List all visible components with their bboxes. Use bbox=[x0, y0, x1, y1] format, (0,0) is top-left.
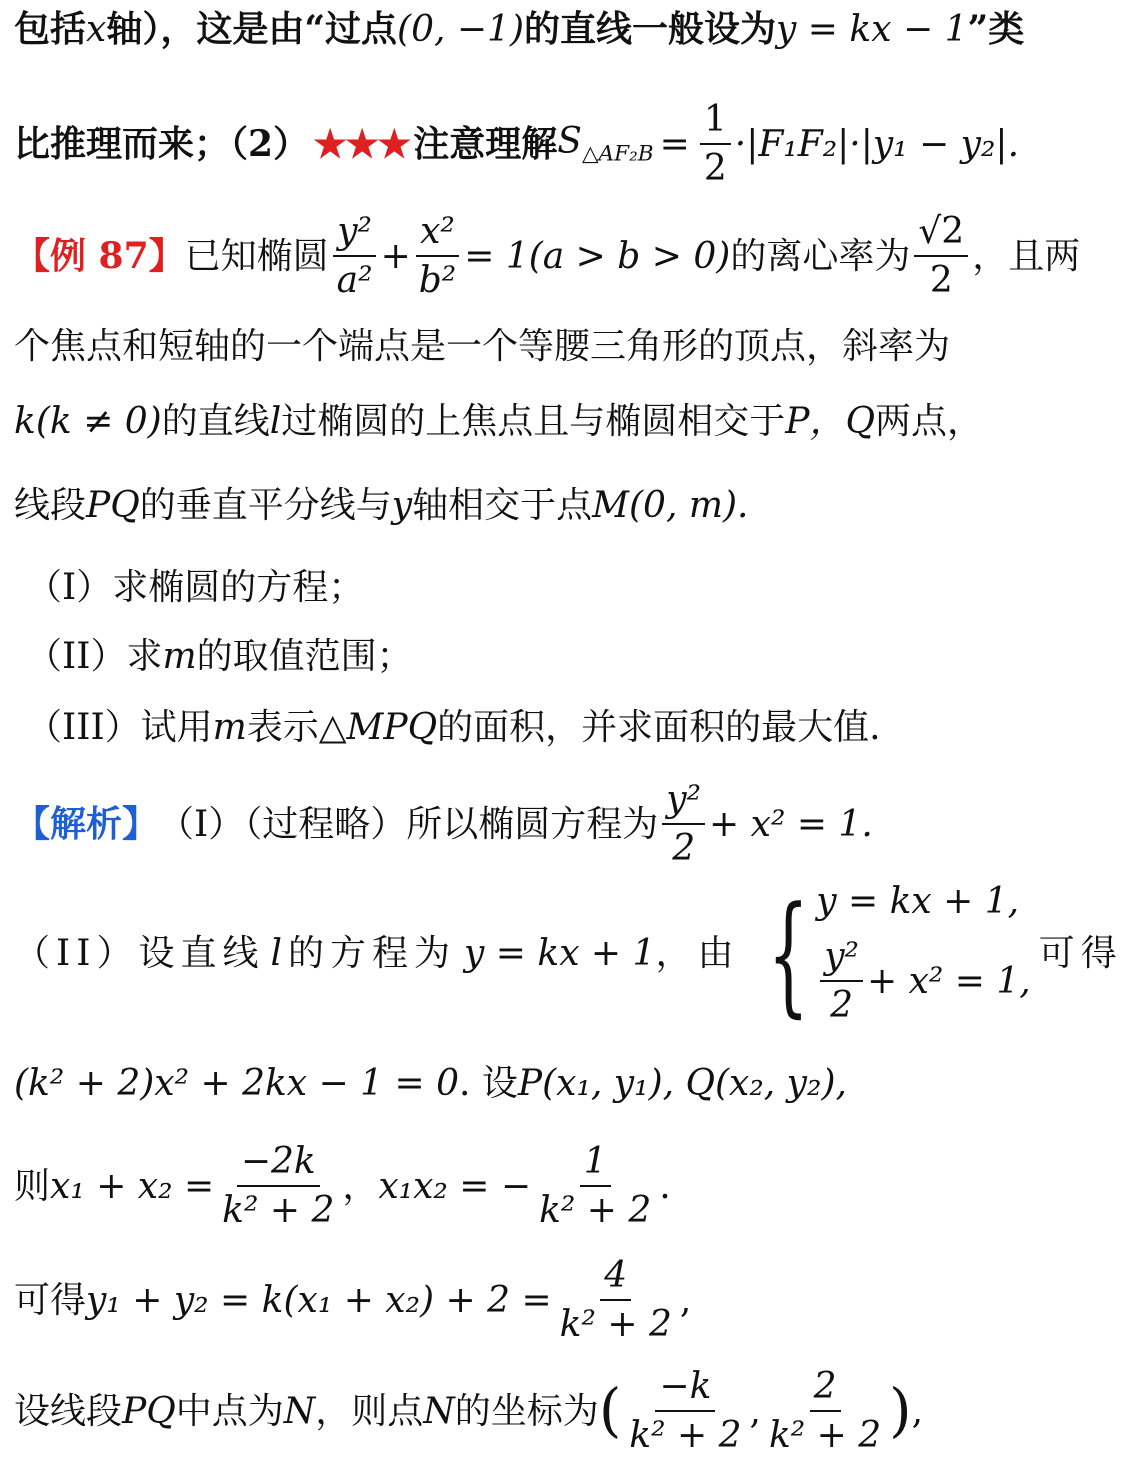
fraction-numerator: y² bbox=[333, 210, 376, 257]
question-1 bbox=[26, 566, 1066, 609]
math-op: = bbox=[659, 123, 690, 165]
fraction-denominator: k² + 2 bbox=[222, 1190, 335, 1232]
question-3 bbox=[26, 706, 1066, 749]
text: 可得 bbox=[14, 1279, 87, 1321]
system-row bbox=[816, 935, 1031, 1027]
text: 设线段 bbox=[14, 1390, 123, 1432]
fraction-denominator: a² bbox=[336, 260, 373, 302]
system-row: y = kx + 1, bbox=[816, 881, 1020, 922]
math-var: PQ bbox=[86, 485, 140, 526]
fraction bbox=[820, 935, 863, 1027]
text: 比推理而来；（2） bbox=[14, 122, 310, 165]
text: , bbox=[749, 1390, 761, 1432]
fraction bbox=[218, 1140, 338, 1232]
paren-close: ) bbox=[889, 1377, 912, 1445]
fraction bbox=[625, 1365, 745, 1457]
fraction bbox=[662, 778, 705, 870]
solution-line-5 bbox=[14, 1254, 1066, 1346]
math-expression: + x² = 1, bbox=[866, 960, 1031, 1002]
math-var: S bbox=[557, 121, 582, 163]
text: 中点为 bbox=[175, 1390, 284, 1432]
math-equation: y = kx − 1 bbox=[776, 9, 968, 50]
text: 的垂直平分线与 bbox=[139, 485, 392, 526]
question-2 bbox=[26, 635, 1066, 678]
fraction-numerator: √2 bbox=[914, 210, 968, 257]
text: 包括 bbox=[14, 8, 87, 50]
text: 的坐标为 bbox=[454, 1390, 599, 1432]
text: 可得 bbox=[1038, 933, 1123, 975]
text: （I）（过程略）所以椭圆方程为 bbox=[158, 803, 659, 845]
text: 的方程为 bbox=[287, 933, 456, 975]
text: 轴相交于点 bbox=[412, 485, 593, 526]
star-rating-icon: ★★★ bbox=[313, 121, 410, 167]
math-points: P(x₁, y₁), Q(x₂, y₂), bbox=[517, 1063, 847, 1104]
math-var: P，Q bbox=[785, 401, 875, 442]
text: 轴），这是由“过点 bbox=[106, 8, 398, 50]
math-expression: x₁ + x₂ = bbox=[50, 1165, 215, 1207]
fraction-denominator: 2 bbox=[929, 260, 953, 302]
math-var: m bbox=[212, 707, 247, 748]
math-var: y bbox=[391, 485, 413, 526]
math-point: M(0, m). bbox=[592, 485, 749, 526]
fraction-denominator: 2 bbox=[703, 148, 727, 190]
math-equation: y = kx + 1 bbox=[463, 933, 656, 975]
fraction-numerator: y² bbox=[662, 778, 705, 825]
text: , bbox=[679, 1279, 692, 1321]
fraction-denominator: k² + 2 bbox=[539, 1190, 652, 1232]
text: 两点， bbox=[874, 401, 983, 442]
solution-line-4 bbox=[14, 1140, 1066, 1232]
text: ，由 bbox=[655, 933, 740, 975]
text: 则 bbox=[14, 1165, 51, 1207]
math-expression: ·|F₁F₂|·|y₁ − y₂|. bbox=[734, 123, 1020, 165]
text: . bbox=[659, 1165, 671, 1207]
text: 注意理解 bbox=[413, 122, 558, 165]
solution-line-6 bbox=[14, 1365, 1066, 1457]
text-line-2 bbox=[14, 98, 1066, 190]
paren-open: ( bbox=[598, 1377, 622, 1445]
example-line bbox=[14, 210, 1081, 302]
text: （I）求椭圆的方程； bbox=[26, 567, 365, 608]
text: 个焦点和短轴的一个端点是一个等腰三角形的顶点，斜率为 bbox=[14, 326, 951, 367]
text: （III）试用 bbox=[26, 707, 213, 748]
text: 的离心率为 bbox=[730, 235, 911, 277]
fraction-denominator: b² bbox=[418, 260, 457, 302]
math-expression: x₁x₂ = − bbox=[378, 1165, 532, 1207]
fraction-numerator: x² bbox=[416, 210, 459, 257]
text: , bbox=[911, 1390, 924, 1432]
text-line-4 bbox=[14, 325, 1066, 368]
fraction-numerator: −k bbox=[655, 1365, 715, 1412]
math-var: x bbox=[86, 9, 107, 50]
math-var: l bbox=[269, 401, 282, 442]
math-expression: y₁ + y₂ = k(x₁ + x₂) + 2 = bbox=[86, 1279, 552, 1321]
fraction bbox=[535, 1140, 655, 1232]
fraction-numerator: −2k bbox=[237, 1140, 320, 1187]
fraction-numerator: 1 bbox=[700, 98, 731, 145]
math-op: + bbox=[380, 235, 411, 277]
fraction-denominator: 2 bbox=[830, 985, 854, 1027]
math-var: N bbox=[423, 1390, 455, 1432]
text: . 设 bbox=[459, 1063, 518, 1104]
text: ”类 bbox=[967, 8, 1025, 50]
example-tag: 【例 87】 bbox=[14, 234, 185, 277]
text: 的面积，并求面积的最大值. bbox=[437, 707, 881, 748]
fraction bbox=[700, 98, 731, 190]
text: 的直线一般设为 bbox=[524, 8, 777, 50]
fraction-denominator: k² + 2 bbox=[768, 1415, 882, 1457]
fraction-denominator: k² + 2 bbox=[559, 1304, 672, 1346]
fraction bbox=[415, 210, 460, 302]
fraction bbox=[333, 210, 377, 302]
text: （II）设直线 bbox=[14, 933, 265, 975]
brace-icon: { bbox=[768, 877, 810, 1030]
solution-line-1 bbox=[14, 778, 1066, 870]
math-var: l bbox=[270, 933, 282, 975]
text: ， bbox=[342, 1165, 379, 1207]
text: 的取值范围； bbox=[196, 636, 413, 677]
fraction-denominator: 2 bbox=[672, 828, 696, 870]
text: （II）求 bbox=[26, 636, 163, 677]
math-var: N bbox=[283, 1390, 316, 1432]
solution-line-2 bbox=[14, 877, 1123, 1030]
fraction bbox=[556, 1254, 676, 1346]
text: 的直线 bbox=[161, 401, 270, 442]
math-area bbox=[557, 120, 653, 167]
solution-tag: 【解析】 bbox=[14, 802, 159, 845]
math-equation: (k² + 2)x² + 2kx − 1 = 0 bbox=[14, 1063, 460, 1104]
math-subscript: △AF₂B bbox=[581, 142, 654, 167]
math-var: PQ bbox=[122, 1390, 176, 1432]
fraction-denominator: k² + 2 bbox=[629, 1415, 742, 1457]
math-expression: + x² = 1. bbox=[709, 803, 873, 845]
math-expression: k(k ≠ 0) bbox=[14, 401, 162, 442]
text-line-6 bbox=[14, 484, 1066, 527]
math-var: MPQ bbox=[346, 707, 438, 748]
fraction bbox=[914, 210, 968, 302]
text: 线段 bbox=[14, 485, 87, 526]
fraction-numerator: 4 bbox=[600, 1254, 631, 1301]
text-line-5 bbox=[14, 400, 1066, 443]
math-point: (0, −1) bbox=[397, 9, 524, 50]
text: 表示△ bbox=[246, 707, 347, 748]
fraction-numerator: 2 bbox=[810, 1365, 841, 1412]
text-line-1 bbox=[14, 8, 1066, 51]
text: 已知椭圆 bbox=[184, 235, 329, 277]
fraction-numerator: 1 bbox=[580, 1140, 611, 1187]
text: 过椭圆的上焦点且与椭圆相交于 bbox=[281, 401, 786, 442]
text: ，则点 bbox=[315, 1390, 424, 1432]
fraction bbox=[765, 1365, 885, 1457]
math-condition: = 1(a > b > 0) bbox=[464, 235, 731, 277]
math-var: m bbox=[162, 636, 197, 677]
solution-line-3 bbox=[14, 1062, 1066, 1105]
fraction-numerator: y² bbox=[820, 935, 863, 982]
equation-system bbox=[747, 877, 1031, 1030]
text: ，且两 bbox=[972, 235, 1081, 277]
